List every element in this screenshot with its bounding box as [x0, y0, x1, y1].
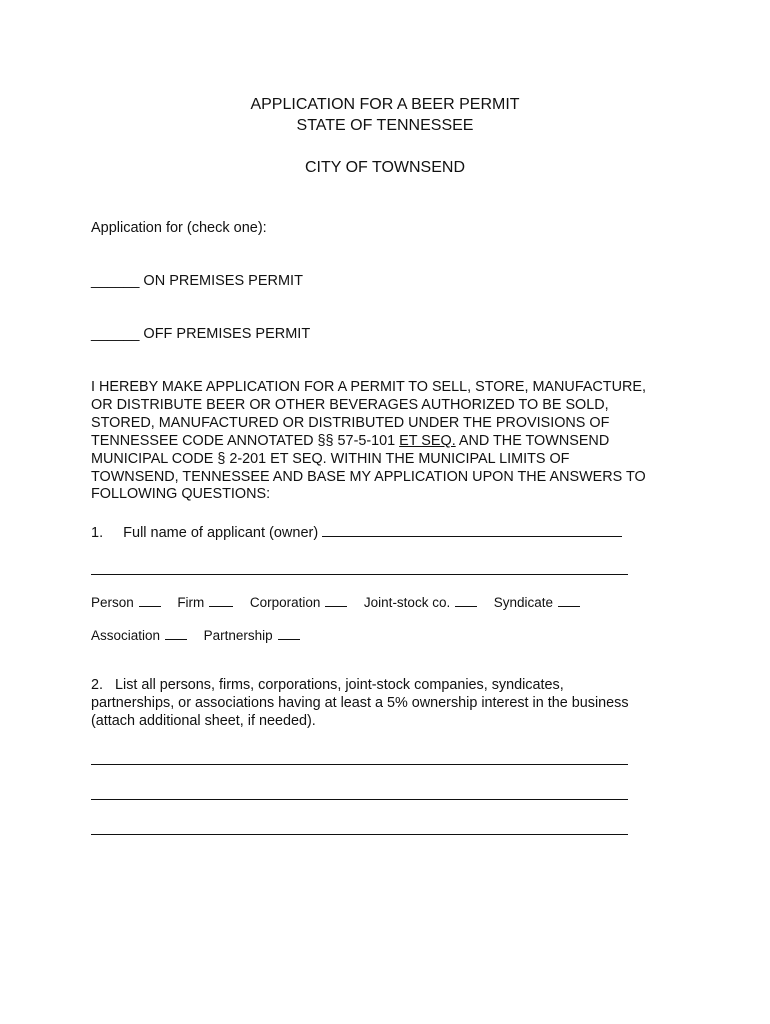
et-seq-underlined: ET SEQ.	[399, 432, 456, 449]
entity-type-row-1	[91, 593, 580, 612]
title-line-2: STATE OF TENNESSEE	[296, 117, 474, 134]
declaration-line-3: STORED, MANUFACTURED OR DISTRIBUTED UNDER THE PROVISIONS OF	[91, 414, 610, 431]
entity-person[interactable]: Person	[91, 595, 161, 610]
declaration-line-7: FOLLOWING QUESTIONS:	[91, 486, 271, 503]
question-2-number: 2.	[91, 677, 104, 693]
ownership-answer-line-1[interactable]	[91, 764, 628, 765]
declaration-line-4	[91, 433, 691, 451]
entity-joint-stock-co[interactable]: Joint-stock co.	[364, 595, 477, 610]
declaration-line-6: TOWNSEND, TENNESSEE AND BASE MY APPLICATION UPON THE ANSWERS TO	[91, 468, 646, 485]
on-premises-permit-option[interactable]: ______ ON PREMISES PERMIT	[91, 273, 303, 289]
ownership-answer-line-3[interactable]	[91, 834, 628, 835]
city-heading: CITY OF TOWNSEND	[304, 159, 465, 176]
application-type-prompt: Application for (check one):	[91, 220, 267, 236]
question-2-line-1: 2. List all persons, firms, corporations, joint-stock companies, syndicates,	[91, 677, 564, 693]
applicant-name-continuation-line[interactable]	[91, 574, 628, 575]
off-premises-permit-option[interactable]: ______ OFF PREMISES PERMIT	[91, 326, 311, 342]
entity-syndicate[interactable]: Syndicate	[494, 595, 580, 610]
question-1	[91, 522, 631, 542]
declaration-line-2: OR DISTRIBUTE BEER OR OTHER BEVERAGES AUTHORIZED TO BE SOLD,	[91, 396, 609, 413]
ownership-answer-line-2[interactable]	[91, 799, 628, 800]
question-2	[91, 677, 691, 731]
declaration-line-1: I HEREBY MAKE APPLICATION FOR A PERMIT TO SELL, STORE, MANUFACTURE,	[91, 379, 646, 395]
question-2-line-3: (attach additional sheet, if needed).	[91, 712, 316, 729]
question-1-number: 1.	[91, 525, 104, 541]
entity-corporation[interactable]: Corporation	[250, 595, 348, 610]
entity-firm[interactable]: Firm	[177, 595, 233, 610]
declaration-line-5: MUNICIPAL CODE § 2-201 ET SEQ. WITHIN THE MUNICIPAL LIMITS OF	[91, 450, 570, 467]
applicant-name-field[interactable]	[322, 522, 622, 537]
entity-association[interactable]: Association	[91, 628, 187, 643]
declaration-paragraph	[91, 379, 691, 504]
declaration-line-4-post: AND THE TOWNSEND	[455, 432, 610, 449]
entity-type-row-2	[91, 626, 300, 645]
declaration-line-4-pre: TENNESSEE CODE ANNOTATED §§ 57-5-101	[91, 432, 400, 449]
question-2-line-2: partnerships, or associations having at least a 5% ownership interest in the business	[91, 694, 629, 711]
question-1-label: Full name of applicant (owner)	[123, 525, 319, 541]
entity-partnership[interactable]: Partnership	[204, 628, 300, 643]
title-line-1: APPLICATION FOR A BEER PERMIT	[250, 96, 520, 113]
